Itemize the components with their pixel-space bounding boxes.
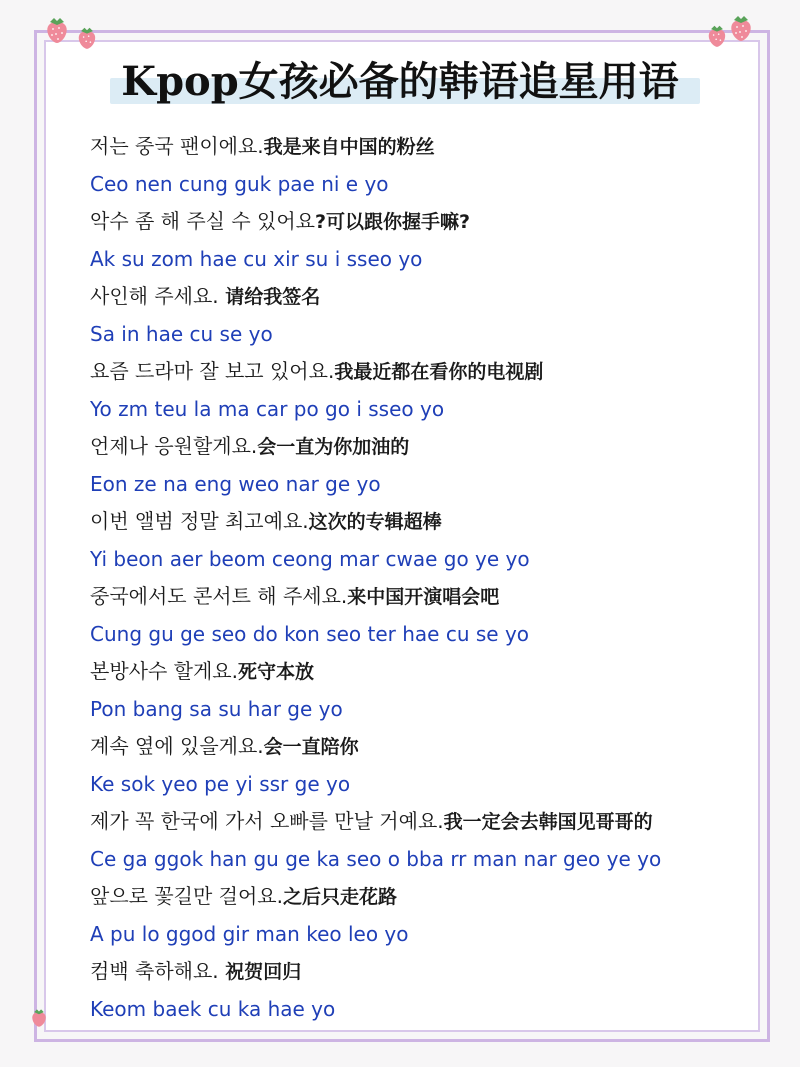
phrase-item	[90, 353, 770, 428]
phrase-item	[90, 953, 770, 1028]
korean-text: 본방사수 할게요.	[90, 659, 238, 683]
romanization-line: Keom baek cu ka hae yo	[90, 997, 336, 1021]
romanization-line: Yi beon aer beom ceong mar cwae go ye yo	[90, 547, 530, 571]
chinese-translation: 死守本放	[237, 661, 314, 683]
strawberry-icon	[30, 1004, 48, 1030]
romanization-line: Ak su zom hae cu xir su i sseo yo	[90, 247, 423, 271]
korean-text: 요즘 드라마 잘 보고 있어요.	[90, 359, 335, 383]
romanization-line: Ceo nen cung guk pae ni e yo	[90, 172, 389, 196]
page-title: Kpop女孩必备的韩语追星用语	[121, 58, 679, 105]
korean-line	[90, 803, 770, 840]
korean-line	[90, 653, 770, 690]
chinese-translation: 我最近都在看你的电视剧	[334, 361, 544, 383]
chinese-translation: 祝贺回归	[218, 961, 302, 983]
phrase-item	[90, 728, 770, 803]
phrase-list	[90, 128, 770, 1028]
korean-text: 중국에서도 콘서트 해 주세요.	[90, 584, 348, 608]
korean-text: 언제나 응원할게요.	[90, 434, 258, 458]
korean-text: 이번 앨범 정말 최고예요.	[90, 509, 309, 533]
korean-line	[90, 953, 770, 990]
korean-line	[90, 878, 770, 915]
phrase-item	[90, 503, 770, 578]
phrase-item	[90, 128, 770, 203]
chinese-translation: 会一直陪你	[263, 736, 359, 758]
korean-text: 앞으로 꽃길만 걸어요.	[90, 884, 283, 908]
chinese-translation: 这次的专辑超棒	[308, 511, 442, 533]
korean-line	[90, 203, 770, 240]
phrase-item	[90, 803, 770, 878]
strawberry-icon	[728, 12, 754, 42]
romanization-line: Ke sok yeo pe yi ssr ge yo	[90, 772, 351, 796]
korean-text: 저는 중국 팬이에요.	[90, 134, 264, 158]
phrase-item	[90, 878, 770, 953]
chinese-translation: 我一定会去韩国见哥哥的	[443, 811, 653, 833]
romanization-line: Sa in hae cu se yo	[90, 322, 273, 346]
romanization-line: Cung gu ge seo do kon seo ter hae cu se yo	[90, 622, 530, 646]
romanization-line: Yo zm teu la ma car po go i sseo yo	[90, 397, 445, 421]
korean-line	[90, 578, 770, 615]
chinese-translation: 我是来自中国的粉丝	[263, 136, 435, 158]
romanization-line: Ce ga ggok han gu ge ka seo o bba rr man nar geo ye yo	[90, 847, 662, 871]
korean-line	[90, 503, 770, 540]
korean-line	[90, 728, 770, 765]
korean-line	[90, 428, 770, 465]
strawberry-icon	[706, 22, 728, 48]
phrase-item	[90, 578, 770, 653]
phrase-item	[90, 203, 770, 278]
romanization-line: Pon bang sa su har ge yo	[90, 697, 343, 721]
korean-line	[90, 353, 770, 390]
romanization-line: Eon ze na eng weo nar ge yo	[90, 472, 381, 496]
korean-text: 계속 옆에 있을게요.	[90, 734, 264, 758]
chinese-translation: ?可以跟你握手嘛?	[315, 211, 471, 233]
chinese-translation: 之后只走花路	[282, 886, 397, 908]
romanization-line: A pu lo ggod gir man keo leo yo	[90, 922, 409, 946]
chinese-translation: 请给我签名	[218, 286, 321, 308]
korean-text: 사인해 주세요.	[90, 284, 219, 308]
korean-text: 컴백 축하해요.	[90, 959, 219, 983]
phrase-item	[90, 428, 770, 503]
chinese-translation: 来中国开演唱会吧	[347, 586, 500, 608]
strawberry-icon	[44, 14, 70, 44]
korean-line	[90, 128, 770, 165]
korean-line	[90, 278, 770, 315]
phrase-item	[90, 278, 770, 353]
phrase-item	[90, 653, 770, 728]
chinese-translation: 会一直为你加油的	[257, 436, 410, 458]
korean-text: 악수 좀 해 주실 수 있어요	[90, 209, 315, 233]
korean-text: 제가 꼭 한국에 가서 오빠를 만날 거예요.	[90, 809, 444, 833]
strawberry-icon	[76, 24, 98, 50]
